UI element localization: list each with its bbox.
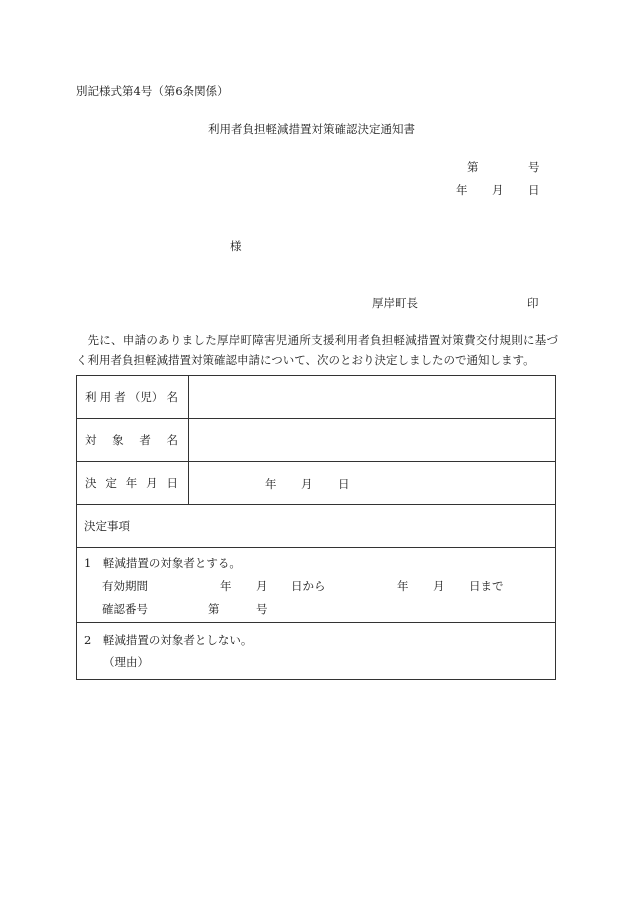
label-char: 対 (85, 433, 97, 447)
table-row-option1 (77, 548, 556, 623)
certification-number-suffix: 号 (256, 602, 268, 616)
form-reference: 別記様式第4号（第6条関係） (76, 84, 229, 98)
table-row-date (77, 462, 556, 505)
decision-day-label: 日 (338, 477, 350, 491)
option2-title: 2 軽減措置の対象者としない。 (84, 633, 253, 647)
label-char: 定 (105, 476, 117, 490)
issuer-name: 厚岸町長 (372, 296, 418, 310)
option1-title: 1 軽減措置の対象者とする。 (84, 556, 241, 570)
label-char: 象 (112, 433, 124, 447)
validity-to-year: 年 (397, 579, 409, 593)
validity-from-month: 月 (256, 579, 268, 593)
label-char: 年 (125, 476, 138, 490)
label-char: 用 (99, 390, 112, 404)
label-char: 利 (85, 390, 97, 404)
validity-to-day: 日まで (469, 579, 504, 593)
subject-name-field[interactable] (189, 419, 556, 462)
label-char: 日 (166, 476, 178, 490)
label-char: 名 (166, 390, 178, 404)
label-char: 者 (139, 433, 151, 447)
decision-date-label (77, 462, 189, 505)
document-title: 利用者負担軽減措置対策確認決定通知書 (208, 122, 415, 136)
decision-items-header (77, 505, 556, 548)
label-char: （児） (128, 390, 164, 404)
validity-to-month: 月 (433, 579, 445, 593)
document-number-prefix: 第 (467, 160, 479, 174)
table-row-user (77, 376, 556, 419)
label-char: 月 (146, 476, 158, 490)
decision-year-label: 年 (265, 477, 277, 491)
validity-from-day: 日から (291, 579, 326, 593)
label-char: 者 (114, 390, 126, 404)
decision-items-title: 決定事項 (84, 519, 130, 533)
decision-table (76, 375, 556, 680)
option1-cell (77, 548, 556, 623)
document-number-suffix: 号 (528, 160, 540, 174)
option2-cell (77, 623, 556, 680)
decision-month-label: 月 (301, 477, 313, 491)
subject-name-label (77, 419, 189, 462)
date-month-label: 月 (492, 183, 504, 197)
table-row-decision-header (77, 505, 556, 548)
decision-date-field[interactable] (189, 462, 556, 505)
table-row-option2 (77, 623, 556, 680)
certification-number-label: 確認番号 (102, 602, 148, 616)
date-day-label: 日 (528, 183, 540, 197)
user-name-label (77, 376, 189, 419)
validity-from-year: 年 (220, 579, 232, 593)
notice-paragraph: 先に、申請のありました厚岸町障害児通所支援利用者負担軽減措置対策費交付規則に基づく利用者負担軽減措置対策確認申請について、次のとおり決定しましたので通知します。 (76, 333, 558, 367)
table-row-subject (77, 419, 556, 462)
addressee-honorific: 様 (230, 239, 242, 253)
label-char: 決 (85, 476, 97, 490)
label-char: 名 (166, 433, 178, 447)
certification-number-prefix: 第 (208, 602, 220, 616)
date-year-label: 年 (456, 183, 468, 197)
validity-period-label: 有効期間 (102, 579, 148, 593)
reason-label: （理由） (103, 655, 149, 669)
user-name-field[interactable] (189, 376, 556, 419)
seal-mark: 印 (527, 296, 539, 310)
